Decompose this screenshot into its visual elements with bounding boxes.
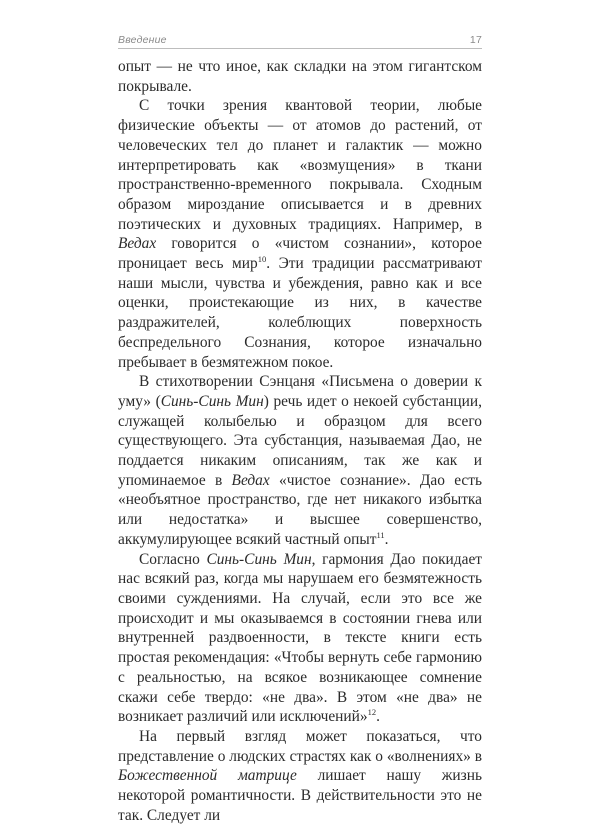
page-number: 17 bbox=[469, 34, 482, 46]
body-text bbox=[118, 57, 482, 825]
section-title: Введение bbox=[118, 34, 167, 46]
text-run: , гармония Дао покидает нас всякий раз, когда мы нарушаем его безмятежность своими суждениями. На случай, если это все же происходит и мы оказываемся в состоянии гнева или внутренней раздвоенности, в тексте книги есть простая рекомендация: «Чтобы вернуть себе гармонию с реальностью, на всякое возникающее сомнение скажи себе твердо: «не два». В этом «не два» не возникает различий или исключений» bbox=[118, 550, 483, 726]
paragraph bbox=[118, 727, 482, 825]
paragraph bbox=[118, 372, 482, 549]
text-run: Согласно bbox=[139, 550, 207, 568]
paragraph bbox=[118, 57, 482, 96]
text-run: . bbox=[384, 530, 389, 548]
text-run: С точки зрения квантовой теории, любые физические объекты — от атомов до растений, от человеческих тел до планет и галактик — можно интерпретировать как «возмущения» в ткани пространственно-временного покрывала. Сходным образом мироздание описывается и в древних поэтических и духовных традициях. Например, в bbox=[118, 97, 482, 233]
text-run: . bbox=[376, 708, 380, 726]
paragraph bbox=[118, 550, 482, 727]
text-run: лишает нашу жизнь некоторой романтичности. В действительности это не так. Следует ли bbox=[118, 767, 482, 824]
header-rule bbox=[118, 48, 482, 49]
italic-title: Ведах bbox=[231, 471, 270, 489]
italic-title: Синь-Синь Мин bbox=[206, 550, 312, 568]
italic-title: Божественной матрице bbox=[118, 767, 297, 785]
text-run: говорится о «чистом сознании», которое проницает весь мир bbox=[118, 235, 482, 273]
text-run: «чистое сознание». Дао есть «необъятное пространство, где нет никакого избытка или недостатка» и высшее совершенство, аккумулирующее всякий частный опыт bbox=[118, 471, 483, 548]
footnote-ref: 12 bbox=[367, 707, 377, 718]
text-run: . Эти традиции рассматривают наши мысли, чувства и убеждения, равно как и все оценки, проистекающие из них, в качестве раздражителей, колеблющих поверхность беспредельного Сознания, которое изначально пребывает в безмятежном покое. bbox=[118, 255, 482, 371]
footnote-ref: 11 bbox=[376, 529, 385, 540]
text-run: опыт — не что иное, как складки на этом гигантском покрывале. bbox=[118, 58, 482, 95]
italic-title: Ведах bbox=[118, 235, 157, 253]
footnote-ref: 10 bbox=[257, 254, 267, 265]
text-run: На первый взгляд может показаться, что представление о людских страстях как о «волнениях» в bbox=[118, 727, 482, 765]
paragraph bbox=[118, 96, 482, 372]
text-run: В стихотворении Сэнцаня «Письмена о доверии к уму» ( bbox=[118, 373, 482, 410]
italic-title: Синь-Синь Мин bbox=[160, 392, 264, 410]
text-run: ) речь идет о некоей субстанции, служащей колыбелью и образцом для всего существующего. Эта субстанция, называемая Дао, не поддается никаким описаниям, так же как и упоминаемое в bbox=[118, 392, 482, 489]
